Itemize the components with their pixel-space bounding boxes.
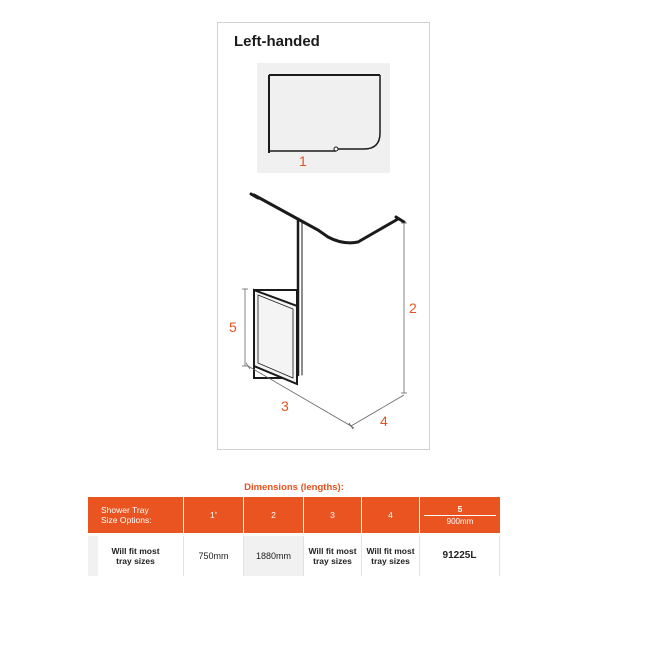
plan-view-background <box>257 63 390 173</box>
header-col-1 <box>184 497 244 533</box>
dimension-label-2: 2 <box>409 300 417 316</box>
dimension-label-4: 4 <box>380 413 388 429</box>
enclosure-frame <box>251 194 404 384</box>
row-col-1: 750mm <box>184 536 244 576</box>
left-handed-diagram-card <box>217 22 430 450</box>
plan-dimension-1: 1 <box>299 153 307 169</box>
row-col-3 <box>304 536 362 576</box>
row-left-strip <box>88 536 98 576</box>
dimension-2-line <box>401 223 407 393</box>
header-col-1-sup: * <box>214 512 218 518</box>
header-size-options-label: Shower Tray Size Options: <box>101 505 152 525</box>
header-col-3: 3 <box>304 497 362 533</box>
shower-enclosure-diagram <box>218 23 431 451</box>
table-row <box>88 536 500 576</box>
dimension-label-5: 5 <box>229 319 237 335</box>
dimensions-title: Dimensions (lengths): <box>244 482 344 493</box>
dimension-4-line <box>348 395 404 428</box>
header-col-5-sub: 900mm <box>446 516 474 526</box>
row-col-4-value: Will fit most tray sizes <box>366 546 415 566</box>
row-col-4 <box>362 536 420 576</box>
diagram-title: Left-handed <box>234 33 320 50</box>
row-col-3-value: Will fit most tray sizes <box>308 546 357 566</box>
dimension-5-line <box>242 289 248 366</box>
header-col-1-label: 1 <box>209 510 215 520</box>
row-size-options <box>88 536 184 576</box>
header-size-options <box>88 497 184 533</box>
row-col-2: 1880mm <box>244 536 304 576</box>
header-col-5-label: 5 <box>424 504 496 516</box>
header-col-2: 2 <box>244 497 304 533</box>
row-size-options-value: Will fit most tray sizes <box>111 546 160 566</box>
plan-pivot-point <box>334 147 338 151</box>
dimensions-header-row <box>88 497 500 533</box>
header-col-5 <box>420 497 500 533</box>
header-col-4: 4 <box>362 497 420 533</box>
row-col-5: 91225L <box>420 536 500 576</box>
dimension-label-3: 3 <box>281 398 289 414</box>
